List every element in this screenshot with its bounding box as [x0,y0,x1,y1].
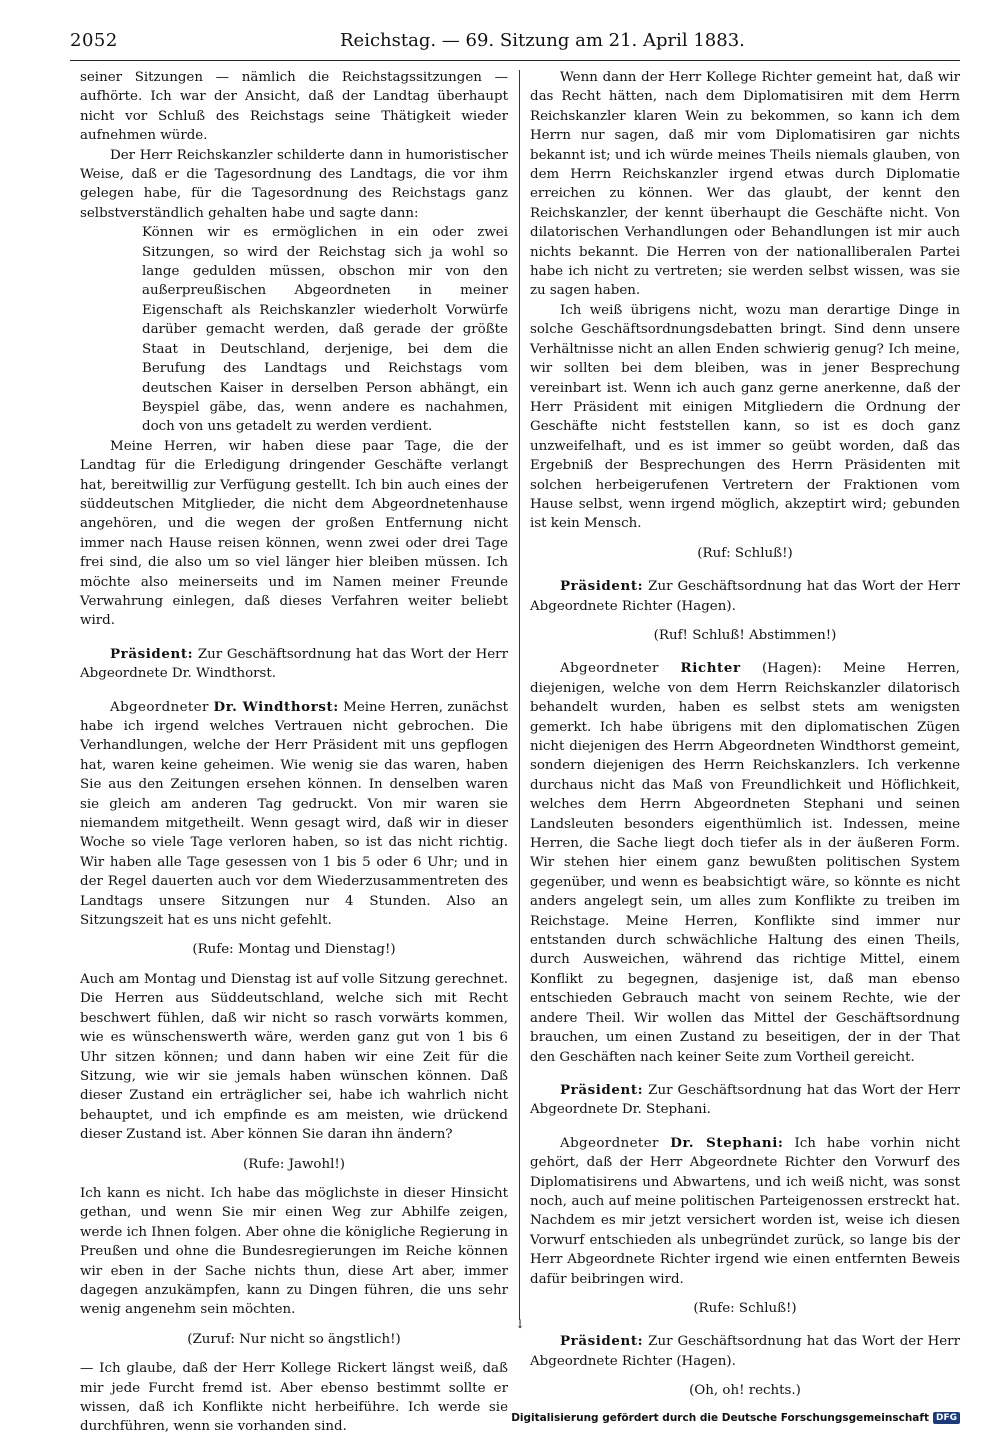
speaker-name: Präsident: [560,578,644,595]
speech-paragraph [530,659,960,1067]
quoted-passage: Können wir es ermöglichen in ein oder zwei Sitzungen, so wird der Reichstag sich ja wohl so lange gedulden müssen, obschon mir von den außerpreußischen Abgeordneten in meiner Eigenschaft als Reichskanzler wiederholt Vorwürfe darüber gemacht werden, daß gerade der größte Staat in Deutschland, derjenige, bei dem die Berufung des Landtags und Reichstags vom deutschen Kaiser in derselben Person abhängt, ein Beyspiel gäbe, das, wenn andere es nachahmen, doch von uns getadelt zu werden verdient. [142,225,508,435]
interjection: (Oh, oh! rechts.) [689,1383,801,1399]
paragraph: Ich weiß übrigens nicht, wozu man derartige Dinge in solche Geschäftsordnungsdebatten bringt. Sind denn unsere Verhältnisse nicht an allen Enden schwierig genug? Ich meine, wir sollten bei dem bleiben, was in jener Besprechung vereinbart ist. Wenn ich auch ganz gerne anerkenne, daß der Herr Präsident mit einigen Mitgliedern die Ordnung der Geschäfte nicht feststellen kann, so ist es doch ganz unzweifelhaft, und es ist immer so geübt worden, daß das Ergebniß der Besprechungen des Herrn Präsidenten mit solchen herbeigerufenen Vertretern der Fraktionen vom Hause selbst, wenn irgend möglich, akzeptirt wird; gebunden ist kein Mensch. [530,302,960,532]
column-end-mark: ↓ [515,1317,526,1331]
page-number: 2052 [70,30,118,51]
right-column [530,68,960,1411]
speech-paragraph [530,577,960,616]
interjection: (Ruf! Schluß! Abstimmen!) [653,627,837,643]
speech-text: Zur Geschäftsordnung hat das Wort der Herr Abgeordnete Richter (Hagen). [530,1334,960,1369]
speech-paragraph [80,698,508,931]
paragraph: seiner Sitzungen — nämlich die Reichstagssitzungen — aufhörte. Ich war der Ansicht, daß der Landtag überhaupt nicht vor Schluß des Reichstags seine Thätigkeit wieder aufnehmen würde. [80,70,508,144]
interjection: (Rufe: Montag und Dienstag!) [192,942,396,958]
running-title: Reichstag. — 69. Sitzung am 21. April 1883. [340,30,745,51]
dfg-logo: DFG [933,1412,960,1424]
footer-credit-text: Digitalisierung gefördert durch die Deutsche Forschungsgemeinschaft [511,1412,929,1424]
speech-paragraph [530,1332,960,1371]
header-rule [70,60,960,61]
interjection: (Rufe: Schluß!) [693,1300,797,1316]
speech-text: (Hagen): Meine Herren, diejenigen, welche von dem Herrn Reichskanzler dilatorisch behandelt wurden, haben es selbst stets am wenigsten gemerkt. Ich habe übrigens mit den diplomatischen Zügen nicht diejenigen des Herrn Abgeordneten Windthorst gemeint, sondern diejenigen des Herrn Reichskanzlers. Ich verkenne durchaus nicht das Maß von Freundlichkeit und Höflichkeit, welches dem Herrn Abgeordneten Stephani und seinen Landsleuten besonders eigenthümlich ist. Indessen, meine Herren, die Sache liegt doch tiefer als in der äußeren Form. Wir stehen hier einem ganz bewußten politischen System gegenüber, und wenn es beabsichtigt wäre, so könnte es nicht anders angelegt sein, um alles zum Konflikte zu treiben im Reichstage. Meine Herren, Konflikte sind immer nur entstanden durch schwächliche Haltung des einen Theils, durch Ausweichen, während das richtige Mittel, einem Konflikt zu begegnen, dasjenige ist, daß man ebenso entschieden Gebrauch macht von seinem Rechte, wie der andere Theil. Wir wollen das Mittel der Geschäftsordnung brauchen, um einen Zustand zu beseitigen, der in der That den Geschäften nach keiner Seite zum Vortheil gereicht. [530,661,960,1065]
speech-text: Zur Geschäftsordnung hat das Wort der Herr Abgeordnete Dr. Windthorst. [80,646,508,682]
paragraph: Ich kann es nicht. Ich habe das möglichste in dieser Hinsicht gethan, und wenn Sie mir einen Weg zur Abhilfe zeigen, werde ich Ihnen folgen. Aber ohne die königliche Regierung in Preußen und ohne die Bundesregierungen im Reiche können wir eben in der Sache nichts thun, diese Art aber, immer dagegen anzukämpfen, kann zu Dingen führen, die uns sehr wenig angenehm sein möchten. [80,1185,508,1318]
speech-text: Meine Herren, zunächst habe ich irgend welches Vertrauen nicht gebrochen. Die Verhandlungen, welche der Herr Präsident mit uns gepflogen hat, waren keine geheimen. Wie wenig sie das waren, haben Sie aus den Zeitungen ersehen können. In denselben waren sie gleich am anderen Tag gedruckt. Von mir waren sie niemandem mitgetheilt. Wenn gesagt wird, daß wir in dieser Woche so viele Tage verloren haben, so ist das nicht richtig. Wir haben alle Tage gesessen von 1 bis 5 oder 6 Uhr; und in der Regel dauerten auch vor dem Wiederzusammentreten des Landtags unsere Sitzungen nur 4 Stunden. Also an Sitzungszeit hat es uns nicht gefehlt. [80,699,508,929]
speaker-role: Abgeordneter [560,1135,671,1151]
speech-paragraph [530,1081,960,1120]
page-header [70,28,950,58]
paragraph: — Ich glaube, daß der Herr Kollege Rickert längst weiß, daß mir jede Furcht fremd ist. Aber ebenso bestimmt sollte er wissen, daß ich Konflikte nicht herbeiführe. Ich werde sie durchführen, wenn sie vorhanden sind. [80,1361,508,1435]
speaker-name: Präsident: [560,1081,644,1098]
speech-text: Zur Geschäftsordnung hat das Wort der Herr Abgeordnete Dr. Stephani. [530,1082,960,1118]
footer-credit [511,1412,960,1424]
speaker-role: Abgeordneter [560,661,681,677]
speaker-name: Präsident: [110,645,194,662]
speaker-name: Dr. Windthorst: [213,698,339,715]
speech-text: Zur Geschäftsordnung hat das Wort der Herr Abgeordnete Richter (Hagen). [530,579,960,614]
speech-paragraph [530,1134,960,1289]
paragraph: Der Herr Reichskanzler schilderte dann in humoristischer Weise, daß er die Tagesordnung des Landtags, die vor ihm gelegen habe, für die Tagesordnung des Reichstags ganz selbstverständlich gehalten habe und sagte dann: [80,147,508,221]
column-divider [519,70,520,1320]
speech-text: Ich habe vorhin nicht gehört, daß der Herr Abgeordnete Richter den Vorwurf des Diplomatisirens und Abwartens, und ich weiß nicht, was sonst noch, auch auf meine politischen Parteigenossen erstreckt hat. Nachdem es mir jetzt versichert worden ist, weise ich diesen Vorwurf entschieden als unbegründet zurück, so lange bis der Herr Abgeordnete Richter irgend wie einen entfernten Beweis dafür beibringen wird. [530,1135,960,1287]
interjection: (Ruf: Schluß!) [697,545,793,561]
speaker-name: Richter [680,660,741,677]
left-column [80,68,508,1437]
interjection: (Rufe: Jawohl!) [243,1156,345,1172]
speech-paragraph [80,645,508,684]
paragraph: Auch am Montag und Dienstag ist auf volle Sitzung gerechnet. Die Herren aus Süddeutschland, welche sich mit Recht beschwert fühlen, daß wir nicht so rasch vorwärts kommen, wie es wünschenswerth wäre, werden ganz gut von 1 bis 6 Uhr sitzen können; und dann haben wir eine Zeit für die Sitzung, wie wir sie jemals haben wünschen können. Daß dieser Zustand ein erträglicher sei, habe ich wahrlich nicht behauptet, und ich empfinde es am meisten, wie drückend dieser Zustand ist. Aber können Sie daran ihn ändern? [80,971,508,1143]
paragraph: Meine Herren, wir haben diese paar Tage, die der Landtag für die Erledigung dringender Geschäfte verlangt hat, bereitwillig zur Verfügung gestellt. Ich bin auch eines der süddeutschen Mitglieder, die nicht dem Abgeordnetenhause angehören, und die wegen der großen Entfernung nicht immer nach Hause reisen können, wenn zwei oder drei Tage frei sind, die also um so viel länger hier bleiben müssen. Ich möchte also meinerseits und im Namen meiner Freunde Verwahrung einlegen, daß dieses Verfahren weiter beliebt wird. [80,438,508,629]
speaker-role: Abgeordneter [110,699,214,715]
speaker-name: Dr. Stephani: [670,1134,784,1151]
interjection: (Zuruf: Nur nicht so ängstlich!) [187,1331,401,1347]
paragraph: Wenn dann der Herr Kollege Richter gemeint hat, daß wir das Recht hätten, nach dem Diplomatisiren mit dem Herrn Reichskanzler klaren Wein zu bekommen, so kann ich dem Herrn nur sagen, daß mir vom Diplomatisiren gar nichts bekannt ist; und ich würde meines Theils niemals glauben, von dem Herrn Reichskanzler irgend etwas durch Diplomatie erreichen zu können. Wer das glaubt, der kennt den Reichskanzler, der kennt überhaupt die Geschäfte nicht. Von dilatorischen Verhandlungen oder Behandlungen ist mir auch nichts bekannt. Die Herren von der nationalliberalen Partei habe ich nicht zu vertreten; sie werden selbst wissen, was sie zu sagen haben. [530,70,960,299]
speaker-name: Präsident: [560,1333,644,1350]
